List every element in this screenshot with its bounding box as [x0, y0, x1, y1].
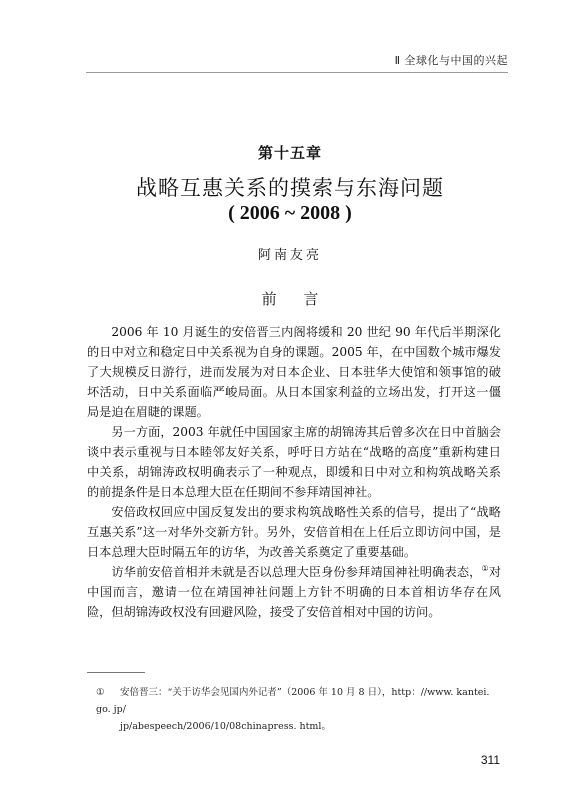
paragraph-4-text-b: 对中国而言，邀请一位在靖国神社问题上方针不明确的日本首相访华存在风险，但胡锦涛政权没有回避风险，接受了安倍首相对中国的访问。 — [87, 565, 502, 619]
footnote-rule — [87, 672, 145, 673]
chapter-years: ( 2006 ~ 2008 ) — [228, 202, 352, 224]
footnote-line-2: jp/abespeech/2006/10/08chinapress. html。 — [120, 721, 331, 732]
section-heading: 前 言 — [261, 290, 319, 308]
paragraph-2: 另一方面，2003 年就任中国国家主席的胡锦涛其后曾多次在日中首脑会谈中表示重视与日本睦邻友好关系，呼吁日方站在“战略的高度”重新构建日中关系，胡锦涛政权明确表示了一种观点，即缓和日中对立和构筑战略关系的前提条件是日本总理大臣在任期间不参拜靖国神社。 — [87, 425, 501, 499]
chapter-title: 战略互惠关系的摸索与东海问题 — [136, 176, 444, 200]
footnote-marker: ① — [96, 687, 105, 698]
body-text — [87, 322, 501, 622]
paragraph-3: 安倍政权回应中国反复发出的要求构筑战略性关系的信号，提出了“战略互惠关系”这一对华外交新方针。另外，安倍首相在上任后立即访问中国，是日本总理大臣时隔五年的访华，为改善关系奠定了重要基础。 — [87, 505, 501, 559]
paragraph-4 — [87, 562, 501, 622]
footnote — [96, 684, 501, 735]
footnote-reference[interactable]: ① — [481, 563, 489, 573]
running-header: Ⅱ 全球化与中国的兴起 — [394, 54, 508, 67]
author-name: 阿南友亮 — [257, 248, 322, 263]
chapter-label: 第十五章 — [257, 144, 322, 162]
header-rule — [86, 72, 508, 73]
paragraph-4-text-a: 访华前安倍首相并未就是否以总理大臣身份参拜靖国神社明确表态， — [111, 565, 482, 579]
footnote-line-1: 安倍晋三：“关于访华会见国内外记者”（2006 年 10 月 8 日），http：//www. kantei. go. jp/ — [96, 687, 490, 715]
page-number: 311 — [480, 753, 500, 767]
paragraph-1: 2006 年 10 月诞生的安倍晋三内阁将缓和 20 世纪 90 年代后半期深化的日中对立和稳定日中关系视为自身的课题。2005 年，在中国数个城市爆发了大规模反日游行，进而发展为对日本企业、日本驻华大使馆和领事馆的破坏活动，日中关系面临严峻局面。从日本国家利益的立场出发，打开这一僵局是迫在眉睫的课题。 — [87, 325, 501, 419]
